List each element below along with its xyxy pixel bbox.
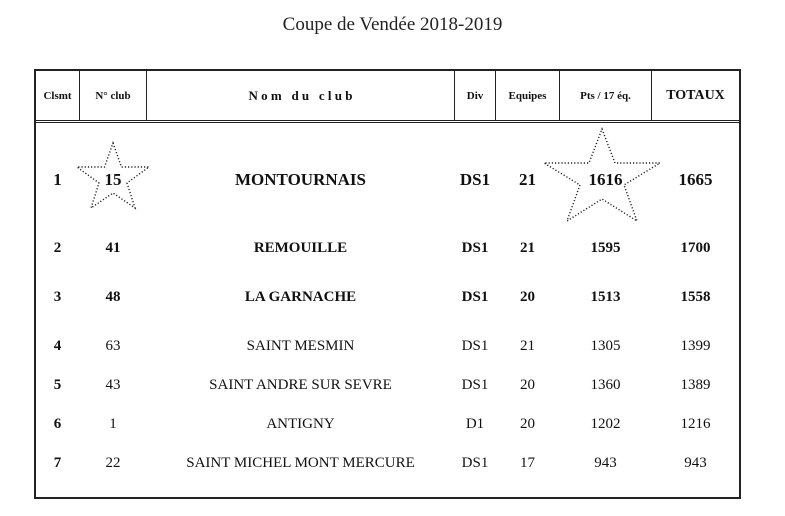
total-cell: 1389 bbox=[680, 376, 711, 393]
teams-cell: 21 bbox=[520, 337, 535, 354]
table-row bbox=[36, 282, 739, 312]
header-points: Pts / 17 éq. bbox=[580, 89, 631, 102]
club-name-cell: LA GARNACHE bbox=[244, 288, 357, 305]
points-cell: 1595 bbox=[590, 239, 621, 256]
header-separator bbox=[36, 120, 739, 123]
club-number-cell: 22 bbox=[105, 454, 121, 471]
rank-cell: 4 bbox=[53, 337, 62, 354]
club-name-cell: REMOUILLE bbox=[253, 239, 348, 256]
total-cell: 1700 bbox=[680, 239, 711, 256]
points-cell: 943 bbox=[594, 454, 617, 471]
header-rank: Clsmt bbox=[43, 89, 72, 102]
club-number-cell: 43 bbox=[105, 376, 121, 393]
points-cell: 1360 bbox=[590, 376, 621, 393]
table-row bbox=[36, 370, 739, 400]
club-name-cell: MONTOURNAIS bbox=[235, 170, 366, 189]
club-number-cell: 48 bbox=[105, 288, 121, 305]
division-cell: DS1 bbox=[461, 239, 489, 256]
club-number-cell: 15 bbox=[104, 170, 122, 189]
points-cell: 1202 bbox=[590, 415, 621, 432]
header-teams: Equipes bbox=[508, 89, 547, 102]
rank-cell: 7 bbox=[53, 454, 62, 471]
club-number-cell: 41 bbox=[105, 239, 121, 256]
teams-cell: 20 bbox=[520, 376, 535, 393]
table-row bbox=[36, 331, 739, 361]
total-cell: 1399 bbox=[680, 337, 711, 354]
club-name-cell: SAINT ANDRE SUR SEVRE bbox=[209, 376, 392, 393]
club-number-cell: 1 bbox=[109, 415, 117, 432]
points-cell: 1616 bbox=[588, 170, 623, 189]
total-cell: 1558 bbox=[680, 288, 711, 305]
points-cell: 1305 bbox=[590, 337, 621, 354]
division-cell: DS1 bbox=[461, 337, 489, 354]
club-number-cell: 63 bbox=[105, 337, 121, 354]
teams-cell: 21 bbox=[519, 170, 536, 189]
division-cell: DS1 bbox=[461, 288, 489, 305]
rank-cell: 3 bbox=[53, 288, 62, 305]
total-cell: 943 bbox=[684, 454, 707, 471]
page-title: Coupe de Vendée 2018-2019 bbox=[282, 14, 503, 35]
division-cell: DS1 bbox=[459, 170, 491, 189]
table-row bbox=[36, 233, 739, 263]
teams-cell: 17 bbox=[520, 454, 535, 471]
header-club-name: N o m d u c l u b bbox=[248, 87, 353, 103]
header-division: Div bbox=[466, 89, 484, 102]
points-cell: 1513 bbox=[590, 288, 621, 305]
division-cell: DS1 bbox=[461, 454, 489, 471]
total-cell: 1216 bbox=[680, 415, 711, 432]
rank-cell: 2 bbox=[53, 239, 62, 256]
header-club-number: N° club bbox=[95, 89, 131, 102]
table-header-row bbox=[36, 71, 739, 120]
rank-cell: 5 bbox=[53, 376, 62, 393]
table-row bbox=[36, 165, 739, 195]
teams-cell: 21 bbox=[520, 239, 535, 256]
table-row bbox=[36, 448, 739, 478]
table-row bbox=[36, 409, 739, 439]
club-name-cell: SAINT MESMIN bbox=[246, 337, 355, 354]
header-total: TOTAUX bbox=[666, 87, 725, 103]
teams-cell: 20 bbox=[520, 288, 535, 305]
division-cell: DS1 bbox=[461, 376, 489, 393]
total-cell: 1665 bbox=[678, 170, 713, 189]
rank-cell: 6 bbox=[53, 415, 62, 432]
rank-cell: 1 bbox=[53, 170, 62, 189]
ranking-table bbox=[34, 69, 741, 499]
division-cell: D1 bbox=[465, 415, 485, 432]
club-name-cell: ANTIGNY bbox=[266, 415, 335, 432]
club-name-cell: SAINT MICHEL MONT MERCURE bbox=[186, 454, 415, 471]
teams-cell: 20 bbox=[520, 415, 535, 432]
